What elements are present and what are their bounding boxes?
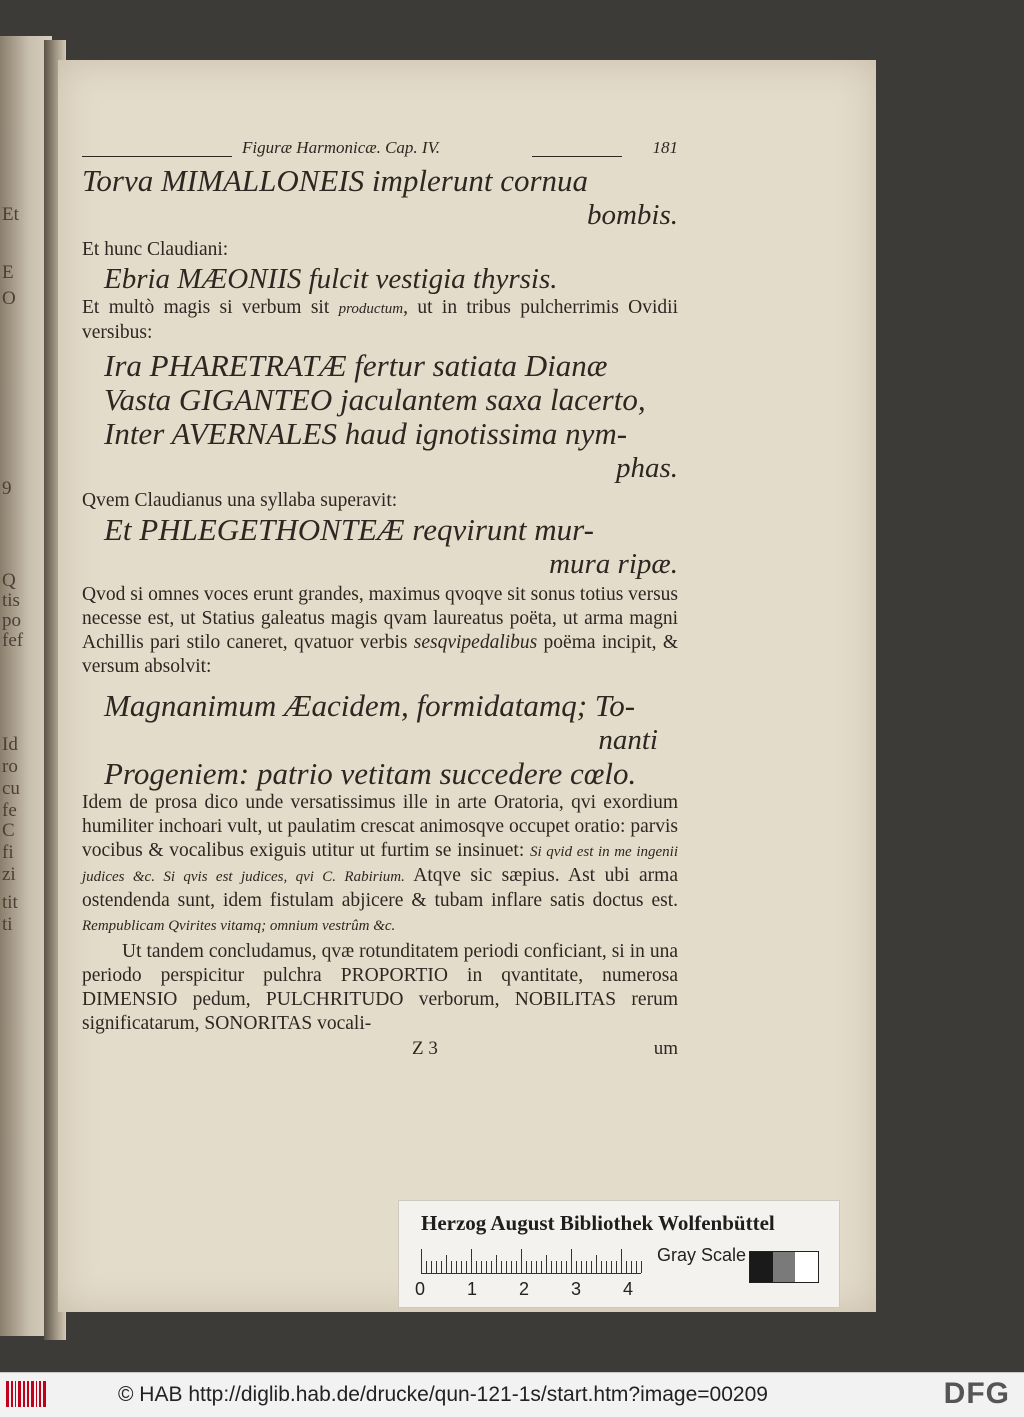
ruler-tick: [456, 1261, 457, 1273]
ruler-tick: [551, 1261, 552, 1273]
prose-paragraph: [82, 296, 678, 345]
page-text: [82, 132, 678, 1062]
ruler-tick: [591, 1261, 592, 1273]
prose-text: Idem de prosa dico unde versatissimus ille in arte Oratoria, qvi exordium humiliter inchoari vult, ut paulatim crescat animosqve occupet oratio: parvis vocibus & vocalibus exiguis utitur ut furtim se insinuet:: [82, 792, 678, 861]
ruler-tick: [501, 1261, 502, 1273]
ruler-tick: [451, 1261, 452, 1273]
ruler-tick: [436, 1261, 437, 1273]
barcode-bar: [15, 1381, 17, 1407]
ruler-tick: [446, 1255, 447, 1273]
ruler-tick: [486, 1261, 487, 1273]
verse-line: nanti: [598, 724, 658, 756]
ruler-tick: [526, 1261, 527, 1273]
ruler-tick: [631, 1261, 632, 1273]
ruler-tick: [531, 1261, 532, 1273]
prose-paragraph: [82, 583, 678, 679]
ruler-tick: [576, 1261, 577, 1273]
catch-line: [82, 1038, 678, 1062]
verse-line: Et PHLEGETHONTEÆ reqvirunt mur-: [104, 512, 594, 547]
ruler-tick: [481, 1261, 482, 1273]
verse-line: Vasta GIGANTEO jaculantem saxa lacerto,: [104, 382, 646, 417]
scale-number: 1: [467, 1279, 478, 1299]
swatch-cell: [795, 1252, 818, 1282]
barcode-bar: [39, 1381, 41, 1407]
ruler-tick: [431, 1261, 432, 1273]
facing-page-fragment: O: [2, 288, 16, 309]
ruler-tick: [461, 1261, 462, 1273]
barcode-bar: [36, 1381, 38, 1407]
prose-text: Atqve sic sæpius. Ast ubi arma ostendenda sunt, idem fistulam abjicere & tubam inflare satis doctus est.: [82, 865, 678, 911]
ruler-tick: [546, 1255, 547, 1273]
prose-italic: productum: [338, 301, 404, 317]
ruler-tick: [421, 1249, 422, 1273]
prose-paragraph: Ut tandem concludamus, qvæ rotunditatem periodi conficiant, si in una periodo perspicitur pulchra PROPORTIO in qvantitate, numerosa DIMENSIO pedum, PULCHRITUDO verborum, NOBILITAS rerum significatarum, SONORITAS vocali-: [82, 941, 678, 1034]
facing-page-fragment: Et: [2, 204, 19, 225]
dfg-logo: DFG: [943, 1377, 1010, 1410]
ruler-tick: [466, 1261, 467, 1273]
ruler-tick: [571, 1249, 572, 1273]
viewer-footer: [0, 1372, 1024, 1417]
facing-page-fragment: tis: [2, 590, 20, 611]
barcode-bar: [11, 1381, 13, 1407]
ruler-tick: [606, 1261, 607, 1273]
ruler-tick: [511, 1261, 512, 1273]
barcode-bar: [6, 1381, 9, 1407]
ruler-tick: [426, 1261, 427, 1273]
scale-number: 0: [415, 1279, 426, 1299]
ruler-tick: [536, 1261, 537, 1273]
verse-line: Progeniem: patrio vetitam succedere cœlo.: [104, 756, 637, 791]
ruler-tick: [556, 1261, 557, 1273]
verse-line: bombis.: [586, 199, 678, 231]
facing-page-fragment: C: [2, 820, 15, 841]
facing-page-fragment: po: [2, 610, 21, 631]
verse-line: Magnanimum Æacidem, formidatamq; To-: [104, 688, 636, 723]
scale-number: 2: [519, 1279, 530, 1299]
prose-text: poëma incipit, & versum absolvit:: [82, 632, 678, 677]
ruler-tick: [506, 1261, 507, 1273]
running-head: [82, 132, 678, 160]
ruler-tick: [611, 1261, 612, 1273]
verse-line: Inter AVERNALES haud ignotissima nym-: [104, 416, 628, 451]
running-title: Figuræ Harmonicæ. Cap. IV.: [242, 138, 441, 157]
verse-line: mura ripæ.: [549, 548, 678, 580]
ruler-tick: [491, 1261, 492, 1273]
prose-italic: Rempublicam Qvirites vitamq; omnium vestrûm &c.: [82, 918, 396, 934]
prose-text: , ut in tribus pulcherrimis Ovidii versibus:: [82, 297, 678, 343]
ruler-tick: [521, 1249, 522, 1273]
facing-page-fragment: E: [2, 262, 14, 283]
facing-page-fragment: ti: [2, 914, 13, 935]
ruler-scale: [421, 1247, 641, 1274]
verse-line: Torva MIMALLONEIS implerunt cornua: [82, 163, 589, 198]
ruler-tick: [596, 1255, 597, 1273]
facing-page-fragment: Q: [2, 570, 16, 591]
copyright-link[interactable]: © HAB http://diglib.hab.de/drucke/qun-121-1s/start.htm?image=00209: [118, 1383, 768, 1406]
signature-mark: Z 3: [412, 1038, 438, 1059]
ruler-tick: [621, 1249, 622, 1273]
ruler-tick: [561, 1261, 562, 1273]
facing-page-fragment: zi: [2, 864, 16, 885]
swatch-cell: [750, 1252, 773, 1282]
gray-scale-label: Gray Scale: [657, 1245, 747, 1265]
head-rule-left: [82, 156, 232, 157]
facing-page-fragment: 9: [2, 478, 12, 499]
swatch-cell: [773, 1252, 796, 1282]
ruler-tick: [496, 1255, 497, 1273]
ruler-tick: [641, 1261, 642, 1273]
facing-page-fragment: fi: [2, 842, 14, 863]
ruler-tick: [566, 1261, 567, 1273]
prose-line: Qvem Claudianus una syllaba superavit:: [82, 490, 398, 511]
prose-line: Et hunc Claudiani:: [82, 239, 229, 260]
barcode-bar: [43, 1381, 46, 1407]
catchword: um: [653, 1038, 678, 1059]
verse-line: phas.: [615, 452, 678, 484]
verse-line: Ebria MÆONIIS fulcit vestigia thyrsis.: [104, 263, 558, 295]
verse-line: Ira PHARETRATÆ fertur satiata Dianæ: [104, 348, 608, 383]
ruler-tick: [541, 1261, 542, 1273]
ruler-tick: [626, 1261, 627, 1273]
barcode-icon: [6, 1381, 46, 1407]
prose-paragraph: [82, 791, 678, 938]
facing-page-fragment: cu: [2, 778, 20, 799]
ruler-tick: [636, 1261, 637, 1273]
barcode-bar: [31, 1381, 34, 1407]
ruler-tick: [476, 1261, 477, 1273]
library-label: [398, 1200, 840, 1308]
scale-number: 4: [623, 1279, 634, 1299]
facing-page-fragment: fe: [2, 800, 17, 821]
ruler-tick: [581, 1261, 582, 1273]
prose-text: Qvod si omnes voces erunt grandes, maximus qvoqve sit sonus totius versus necesse est, ut Statius galeatus magis qvam laureatus poëta, ut arma magni Achillis pari stilo caneret, qvatuor verbis: [82, 584, 678, 653]
ruler-tick: [441, 1261, 442, 1273]
barcode-bar: [18, 1381, 21, 1407]
prose-text: Et multò magis si verbum sit: [82, 297, 339, 318]
head-rule-right: [532, 156, 622, 157]
barcode-bar: [23, 1381, 25, 1407]
ruler-tick: [586, 1261, 587, 1273]
prose-italic: Si qvid est in me ingenii judices &c. Si qvis est judices, qvi C. Rabirium.: [82, 844, 678, 885]
facing-page-fragment: Id: [2, 734, 18, 755]
facing-page-fragment: fef: [2, 630, 24, 651]
ruler-tick: [471, 1249, 472, 1273]
barcode-bar: [27, 1381, 29, 1407]
facing-page-fragment: tit: [2, 892, 18, 913]
gray-scale-swatch: [749, 1251, 819, 1283]
ruler-tick: [616, 1261, 617, 1273]
facing-page-fragment: ro: [2, 756, 18, 777]
ruler-tick: [516, 1261, 517, 1273]
prose-italic: sesqvipedalibus: [413, 632, 538, 653]
ruler-tick: [601, 1261, 602, 1273]
institution-name: Herzog August Bibliothek Wolfenbüttel: [421, 1211, 775, 1235]
page-number: 181: [652, 138, 678, 157]
scale-number: 3: [571, 1279, 582, 1299]
